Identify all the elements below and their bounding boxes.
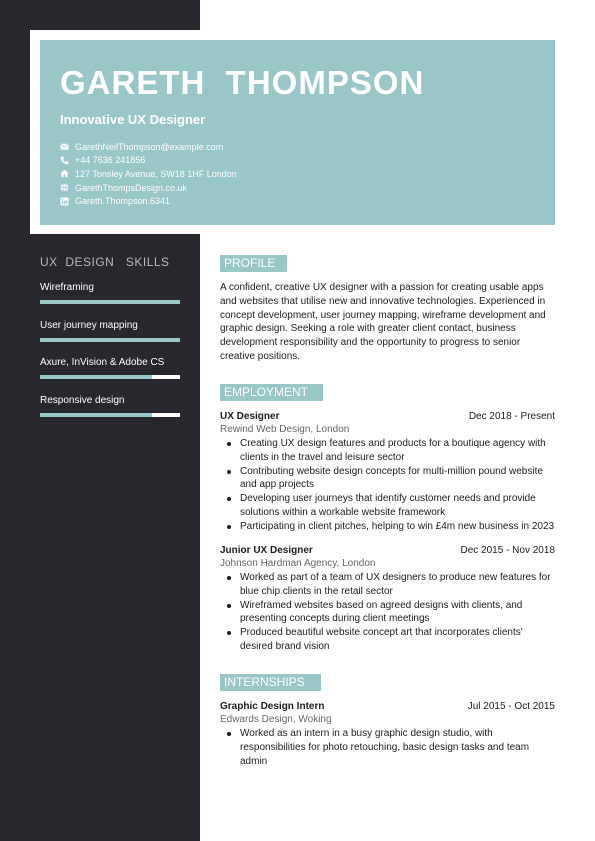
job-bullets	[220, 571, 555, 654]
internships-heading: INTERNSHIPS	[220, 674, 321, 691]
contact-email-text: GarethNeilThompson@example.com	[75, 141, 224, 152]
skill-label: Responsive design	[40, 395, 125, 406]
skill-item	[40, 395, 180, 417]
header	[40, 40, 555, 225]
job-company: Edwards Design, Woking	[220, 714, 332, 725]
job-header	[220, 410, 555, 423]
contact-phone-text: +44 7636 241856	[75, 155, 146, 166]
skills-title: UX DESIGN SKILLS	[40, 255, 170, 269]
contact-linkedin-text: Gareth.Thompson.6341	[75, 196, 171, 207]
list-item: Worked as an intern in a busy graphic design studio, with responsibilities for photo retouching, basic design tasks and team admin	[220, 727, 555, 768]
employment-job	[220, 544, 555, 654]
skill-bar-fill	[40, 300, 180, 304]
skill-item	[40, 282, 180, 304]
profile-heading: PROFILE	[220, 255, 287, 272]
skill-bar	[40, 300, 180, 304]
job-header	[220, 700, 555, 713]
envelope-icon	[60, 142, 69, 151]
contact-address-text: 127 Tonsley Avenue, SW18 1HF London	[75, 168, 237, 179]
contact-website[interactable]	[60, 181, 535, 195]
list-item: Wireframed websites based on agreed designs with clients, and presenting concepts during client meetings	[220, 599, 555, 627]
home-icon	[60, 169, 69, 178]
job-header	[220, 544, 555, 557]
list-item: Participating in client pitches, helping to win £4m new business in 2023	[220, 520, 555, 534]
job-dates: Jul 2015 - Oct 2015	[467, 701, 555, 712]
list-item: Developing user journeys that identify customer needs and provide solutions within a workable website framework	[220, 492, 555, 520]
profile-section	[220, 281, 555, 364]
employment-job	[220, 410, 555, 534]
skill-item	[40, 320, 180, 342]
skill-bar-fill	[40, 375, 152, 379]
list-item: Creating UX design features and products for a boutique agency with clients in the travel and leisure sector	[220, 437, 555, 465]
contact-linkedin[interactable]	[60, 194, 535, 208]
job-role: Graphic Design Intern	[220, 701, 325, 712]
contact-email[interactable]	[60, 140, 535, 154]
job-bullets	[220, 437, 555, 534]
job-role: UX Designer	[220, 411, 280, 422]
skill-label: User journey mapping	[40, 320, 138, 331]
globe-icon	[60, 183, 69, 192]
job-dates: Dec 2018 - Present	[468, 411, 555, 422]
job-bullets	[220, 727, 555, 768]
job-company: Johnson Hardman Agency, London	[220, 558, 376, 569]
contact-list	[60, 140, 535, 208]
linkedin-icon	[60, 197, 69, 206]
skill-item	[40, 357, 180, 379]
skill-bar	[40, 338, 180, 342]
skill-bar	[40, 413, 180, 417]
candidate-name: GARETH THOMPSON	[60, 64, 425, 101]
phone-icon	[60, 156, 69, 165]
list-item: Contributing website design concepts for multi-million pound website and app projects	[220, 465, 555, 493]
skill-label: Wireframing	[40, 282, 94, 293]
skill-bar-fill	[40, 413, 152, 417]
skill-label: Axure, InVision & Adobe CS	[40, 357, 165, 368]
job-role: Junior UX Designer	[220, 545, 313, 556]
contact-website-text: GarethThompsDesign.co.uk	[75, 182, 188, 193]
contact-address	[60, 167, 535, 181]
profile-text: A confident, creative UX designer with a passion for creating usable apps and websites that utilise new and innovative technologies. Experienced in concept development, user journey mapping, wireframe development and graphic design. Seeking a role with greater client contact, business development responsibility and the opportunity to progress to senior creative positions.	[220, 282, 546, 362]
candidate-title: Innovative UX Designer	[60, 112, 206, 127]
contact-phone[interactable]	[60, 154, 535, 168]
internship-job	[220, 700, 555, 768]
skill-bar-fill	[40, 338, 180, 342]
list-item: Worked as part of a team of UX designers to produce new features for blue chip clients in the retail sector	[220, 571, 555, 599]
job-company: Rewind Web Design, London	[220, 424, 350, 435]
skill-bar	[40, 375, 180, 379]
employment-heading: EMPLOYMENT	[220, 384, 323, 401]
job-dates: Dec 2015 - Nov 2018	[460, 545, 555, 556]
list-item: Produced beautiful website concept art that incorporates clients' desired brand vision	[220, 626, 555, 654]
